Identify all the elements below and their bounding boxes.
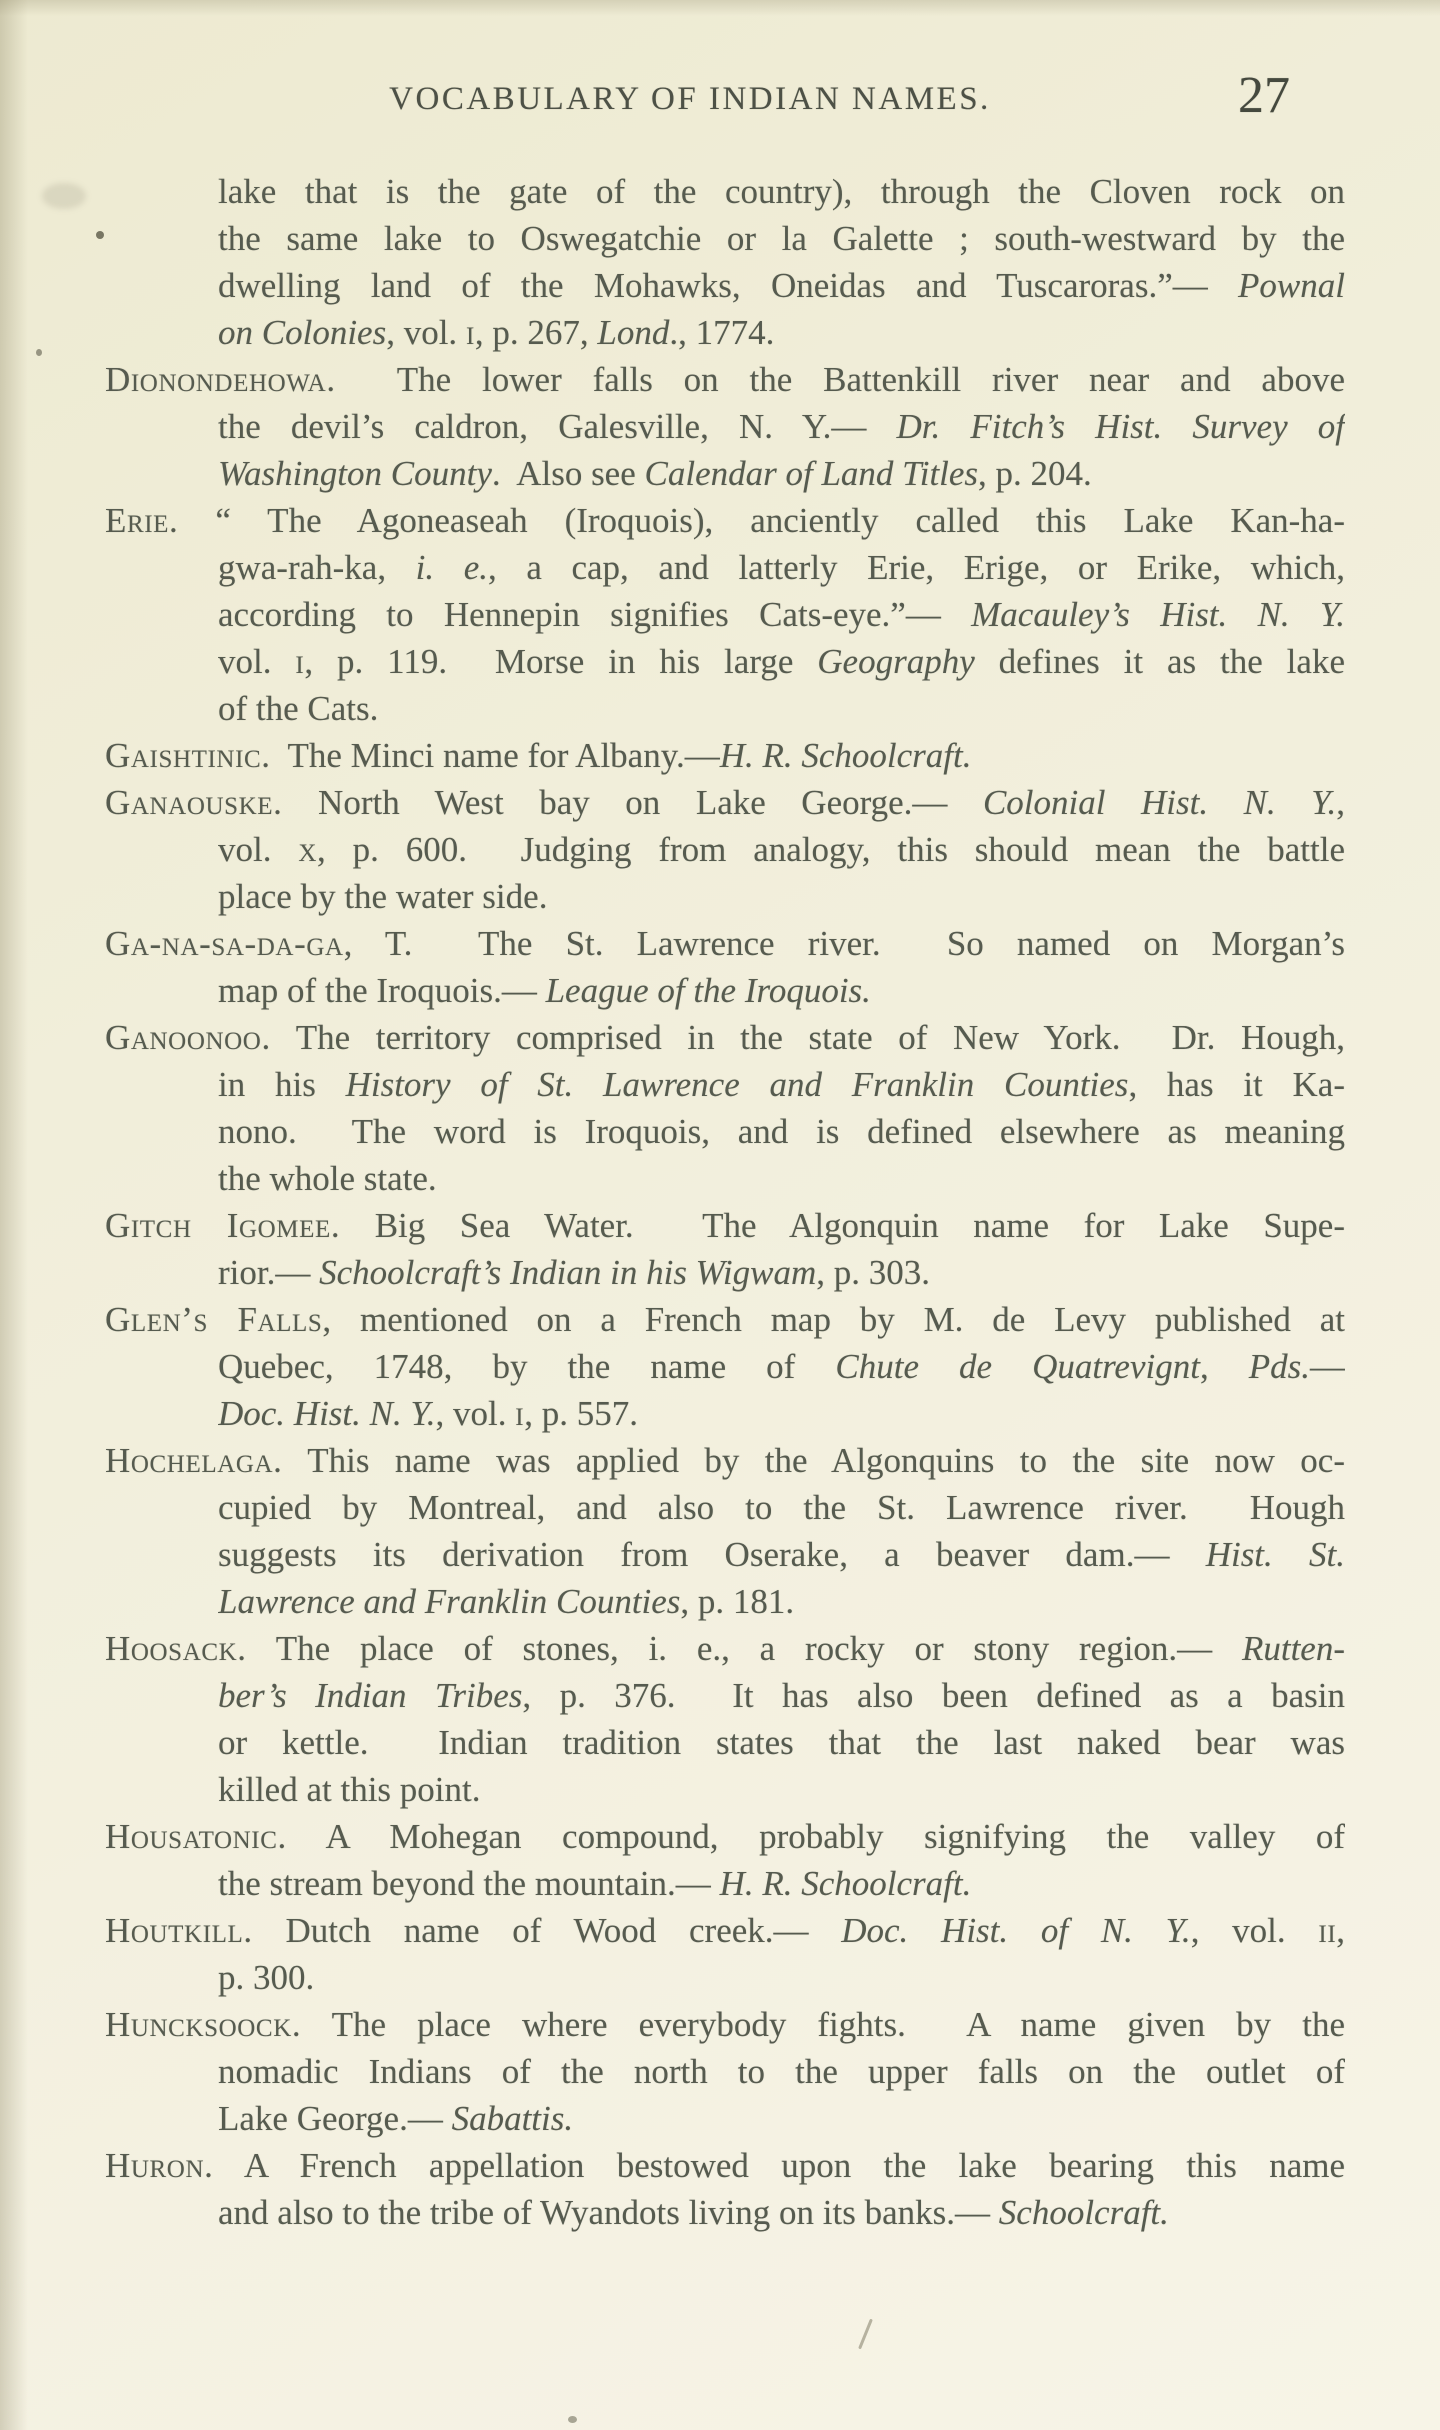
text-run: , a cap, and latterly Erie, Erige, or Erike, which, bbox=[488, 548, 1345, 587]
text-line bbox=[218, 1155, 1345, 1202]
text-run: , p. 557. bbox=[524, 1394, 638, 1433]
ink-dot bbox=[36, 349, 42, 356]
small-caps-text: Ga-na-sa-da-ga bbox=[105, 924, 344, 963]
text-line bbox=[218, 873, 1345, 920]
text-line bbox=[105, 1202, 1345, 1249]
text-line bbox=[105, 2142, 1345, 2189]
text-run: and also to the tribe of Wyandots living on its banks.— bbox=[218, 2193, 999, 2232]
text-run: map of the Iroquois.— bbox=[218, 971, 546, 1010]
small-caps-text: Glen’s Falls bbox=[105, 1300, 323, 1339]
scan-speck bbox=[568, 2416, 577, 2423]
text-run: A French appellation bestowed upon the lake bearing this name bbox=[213, 2146, 1345, 2185]
text-run: or kettle. Indian tradition states that the last naked bear was bbox=[218, 1723, 1345, 1762]
body-text bbox=[105, 168, 1345, 2236]
citation-text: H. R. Schoolcraft. bbox=[719, 736, 972, 775]
citation-text: Pds. bbox=[1248, 1347, 1310, 1386]
text-run: Dutch name of Wood creek.— bbox=[252, 1911, 842, 1950]
citation-text: Lawrence and Franklin Counties bbox=[218, 1582, 681, 1621]
citation-text: Rutten- bbox=[1241, 1629, 1345, 1668]
text-run: vol. bbox=[218, 642, 296, 681]
text-run: the whole state. bbox=[218, 1159, 437, 1198]
small-caps-text: Hoosack. bbox=[105, 1629, 247, 1668]
text-line bbox=[105, 1907, 1345, 1954]
text-run: the stream beyond the mountain.— bbox=[218, 1864, 720, 1903]
text-run: ., 1774. bbox=[669, 313, 775, 352]
text-line bbox=[105, 1625, 1345, 1672]
text-line bbox=[218, 2189, 1345, 2236]
ink-dot bbox=[96, 231, 104, 239]
text-line bbox=[218, 2048, 1345, 2095]
text-run: , bbox=[1199, 1347, 1249, 1386]
text-run: of the Cats. bbox=[218, 689, 379, 728]
citation-text: League of the Iroquois. bbox=[545, 971, 871, 1010]
text-line bbox=[218, 685, 1345, 732]
text-line bbox=[218, 450, 1345, 497]
text-line bbox=[218, 1954, 1345, 2001]
text-run: lake that is the gate of the country), through the Cloven rock on bbox=[218, 172, 1345, 211]
text-run: , p. 600. Judging from analogy, this should mean the battle bbox=[317, 830, 1345, 869]
page-left-edge-shading bbox=[0, 0, 28, 2430]
text-line bbox=[218, 1061, 1345, 1108]
text-line bbox=[105, 1813, 1345, 1860]
citation-text: Doc. Hist. N. Y. bbox=[218, 1394, 436, 1433]
text-line bbox=[218, 1578, 1345, 1625]
citation-text: i. e. bbox=[415, 548, 489, 587]
citation-text: Schoolcraft. bbox=[998, 2193, 1169, 2232]
text-run: , p. 303. bbox=[816, 1253, 931, 1292]
citation-text: Dr. Fitch’s Hist. Survey of bbox=[896, 407, 1345, 446]
citation-text: Hist. St. bbox=[1205, 1535, 1345, 1574]
small-caps-text: Houtkill. bbox=[105, 1911, 253, 1950]
text-line bbox=[218, 1766, 1345, 1813]
text-line bbox=[218, 1108, 1345, 1155]
text-run: the same lake to Oswegatchie or la Galette ; south-westward by the bbox=[218, 219, 1345, 258]
text-line bbox=[105, 497, 1345, 544]
text-run: This name was applied by the Algonquins to the site now oc- bbox=[282, 1441, 1345, 1480]
text-run: — bbox=[1310, 1347, 1345, 1386]
text-line bbox=[105, 1014, 1345, 1061]
text-run: Lake George.— bbox=[218, 2099, 452, 2138]
text-line bbox=[218, 309, 1345, 356]
citation-text: Geography bbox=[817, 642, 975, 681]
citation-text: Schoolcraft’s Indian in his Wigwam bbox=[319, 1253, 817, 1292]
citation-text: Lond bbox=[597, 313, 670, 352]
text-run: , p. 267, bbox=[474, 313, 598, 352]
citation-text: H. R. Schoolcraft. bbox=[719, 1864, 972, 1903]
text-run: , has it Ka- bbox=[1128, 1065, 1345, 1104]
small-caps-text: Gitch Igomee. bbox=[105, 1206, 341, 1245]
page-top-edge-shading bbox=[0, 0, 1440, 16]
citation-text: Sabattis. bbox=[451, 2099, 574, 2138]
text-line bbox=[105, 1437, 1345, 1484]
small-caps-text: i bbox=[515, 1394, 525, 1433]
text-line bbox=[218, 168, 1345, 215]
text-line bbox=[218, 1719, 1345, 1766]
text-run: The lower falls on the Battenkill river near and above bbox=[335, 360, 1345, 399]
text-run: suggests its derivation from Oserake, a beaver dam.— bbox=[218, 1535, 1206, 1574]
text-line bbox=[105, 732, 1345, 779]
text-run: , p. 376. It has also been defined as a basin bbox=[522, 1676, 1345, 1715]
small-caps-text: Gaishtinic. bbox=[105, 736, 271, 775]
text-run: A Mohegan compound, probably signifying the valley of bbox=[286, 1817, 1345, 1856]
text-run: Quebec, 1748, by the name of bbox=[218, 1347, 836, 1386]
citation-text: Pownal bbox=[1238, 266, 1345, 305]
text-run: Big Sea Water. The Algonquin name for Lake Supe- bbox=[340, 1206, 1345, 1245]
text-run: nomadic Indians of the north to the upper falls on the outlet of bbox=[218, 2052, 1345, 2091]
text-run: North West bay on Lake George.— bbox=[282, 783, 983, 822]
small-caps-text: Dionondehowa. bbox=[105, 360, 336, 399]
citation-text: Washington County bbox=[218, 454, 492, 493]
text-line bbox=[218, 544, 1345, 591]
text-line bbox=[105, 1296, 1345, 1343]
text-run: The Minci name for Albany.— bbox=[270, 736, 720, 775]
citation-text: Chute de Quatrevignt bbox=[835, 1347, 1200, 1386]
text-run: , vol. bbox=[1190, 1911, 1319, 1950]
text-line bbox=[218, 1672, 1345, 1719]
text-run: place by the water side. bbox=[218, 877, 548, 916]
hairline-scan-mark bbox=[858, 2319, 873, 2350]
citation-text: Colonial Hist. N. Y. bbox=[982, 783, 1337, 822]
text-run: nono. The word is Iroquois, and is defined elsewhere as meaning bbox=[218, 1112, 1345, 1151]
small-caps-text: Ganoonoo. bbox=[105, 1018, 271, 1057]
text-line bbox=[218, 967, 1345, 1014]
text-run: , T. The St. Lawrence river. So named on Morgan’s bbox=[343, 924, 1345, 963]
citation-text: on Colonies bbox=[218, 313, 387, 352]
citation-text: Doc. Hist. of N. Y. bbox=[841, 1911, 1191, 1950]
text-run: rior.— bbox=[218, 1253, 320, 1292]
text-run: “ The Agoneaseah (Iroquois), anciently called this Lake Kan-ha- bbox=[178, 501, 1345, 540]
small-caps-text: Huncksoock. bbox=[105, 2005, 302, 2044]
text-run: gwa-rah-ka, bbox=[218, 548, 416, 587]
text-run: The place of stones, i. e., a rocky or stony region.— bbox=[246, 1629, 1242, 1668]
small-caps-text: i bbox=[295, 642, 305, 681]
small-caps-text: Huron. bbox=[105, 2146, 214, 2185]
text-line bbox=[105, 920, 1345, 967]
text-run: in his bbox=[218, 1065, 346, 1104]
citation-text: Macauley’s Hist. N. Y. bbox=[971, 595, 1345, 634]
text-run: . Also see bbox=[491, 454, 645, 493]
page-number: 27 bbox=[1238, 67, 1290, 124]
text-run: The territory comprised in the state of New York. Dr. Hough, bbox=[270, 1018, 1345, 1057]
text-run: defines it as the lake bbox=[974, 642, 1345, 681]
small-caps-text: ii bbox=[1318, 1911, 1337, 1950]
text-line bbox=[218, 1390, 1345, 1437]
text-run: , mentioned on a French map by M. de Levy published at bbox=[322, 1300, 1345, 1339]
text-run: , p. 119. Morse in his large bbox=[304, 642, 818, 681]
text-line bbox=[218, 215, 1345, 262]
small-caps-text: i bbox=[465, 313, 475, 352]
text-run: , p. 181. bbox=[680, 1582, 795, 1621]
text-run: dwelling land of the Mohawks, Oneidas and Tuscaroras.”— bbox=[218, 266, 1239, 305]
text-line bbox=[218, 262, 1345, 309]
citation-text: History of St. Lawrence and Franklin Counties bbox=[345, 1065, 1129, 1104]
text-run: vol. bbox=[218, 830, 299, 869]
text-run: the devil’s caldron, Galesville, N. Y.— bbox=[218, 407, 897, 446]
text-line bbox=[105, 779, 1345, 826]
text-line bbox=[105, 356, 1345, 403]
text-run: , bbox=[1336, 783, 1345, 822]
text-run: , vol. bbox=[435, 1394, 516, 1433]
text-run: p. 300. bbox=[218, 1958, 315, 1997]
text-line bbox=[218, 403, 1345, 450]
text-run: killed at this point. bbox=[218, 1770, 481, 1809]
small-caps-text: x bbox=[298, 830, 317, 869]
running-head-title: VOCABULARY OF INDIAN NAMES. bbox=[389, 81, 991, 117]
text-run: cupied by Montreal, and also to the St. Lawrence river. Hough bbox=[218, 1488, 1345, 1527]
text-line bbox=[218, 638, 1345, 685]
small-caps-text: Hochelaga. bbox=[105, 1441, 283, 1480]
text-run: , p. 204. bbox=[978, 454, 1092, 493]
text-line bbox=[218, 1484, 1345, 1531]
small-caps-text: Erie. bbox=[105, 501, 179, 540]
text-line bbox=[105, 2001, 1345, 2048]
ink-smudge bbox=[42, 183, 86, 209]
text-line bbox=[218, 1343, 1345, 1390]
text-line bbox=[218, 826, 1345, 873]
citation-text: Calendar of Land Titles bbox=[644, 454, 979, 493]
text-run: according to Hennepin signifies Cats-eye.”— bbox=[218, 595, 972, 634]
small-caps-text: Ganaouske. bbox=[105, 783, 283, 822]
small-caps-text: Housatonic. bbox=[105, 1817, 287, 1856]
text-run: , bbox=[1336, 1911, 1345, 1950]
citation-text: ber’s Indian Tribes bbox=[218, 1676, 523, 1715]
text-line bbox=[218, 1531, 1345, 1578]
text-line bbox=[218, 1860, 1345, 1907]
text-line bbox=[218, 2095, 1345, 2142]
text-line bbox=[218, 591, 1345, 638]
text-line bbox=[218, 1249, 1345, 1296]
text-run: , vol. bbox=[386, 313, 466, 352]
text-run: The place where everybody fights. A name given by the bbox=[301, 2005, 1345, 2044]
